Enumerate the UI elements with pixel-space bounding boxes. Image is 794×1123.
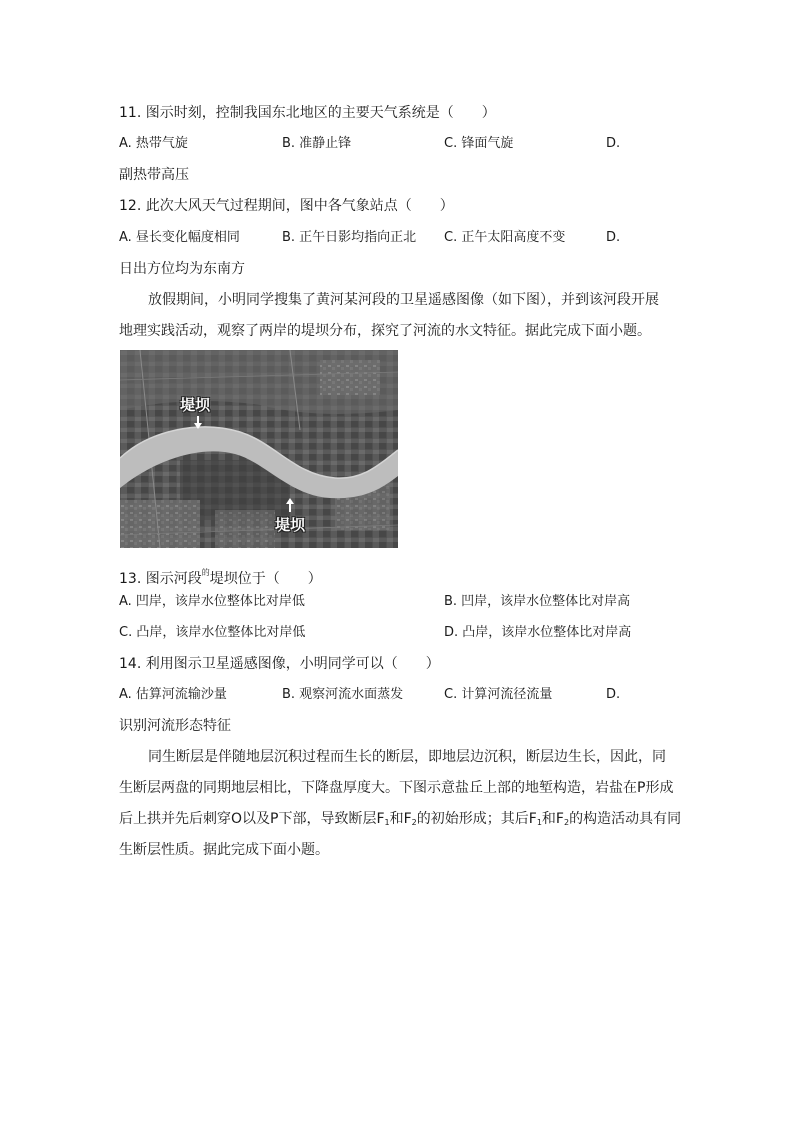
q14-option-d: D.	[606, 687, 621, 702]
intro3-sub-1: 1	[384, 818, 390, 827]
q14-stem: 14. 利用图示卫星遥感图像，小明同学可以（ ）	[119, 656, 440, 672]
intro3-line3-part-d: 和F	[541, 811, 564, 827]
intro2-line1: 放假期间，小明同学搜集了黄河某河段的卫星遥感图像（如下图），并到该河段开展	[148, 292, 659, 308]
q12-option-c: C. 正午太阳高度不变	[444, 230, 566, 245]
intro3-line3-part-a: 后上拱并先后刺穿O以及P下部，导致断层F	[119, 811, 385, 827]
q11-option-d: D.	[606, 136, 621, 151]
q11-option-c: C. 锋面气旋	[444, 136, 514, 151]
intro3-sub-2: 2	[411, 818, 417, 827]
q13-option-d: D. 凸岸，该岸水位整体比对岸高	[444, 625, 632, 640]
q12-stem: 12. 此次大风天气过程期间，图中各气象站点（ ）	[119, 198, 454, 214]
intro3-line3-part-c: 的初始形成；其后F	[416, 811, 537, 827]
q12-option-b: B. 正午日影均指向正北	[282, 230, 417, 245]
q11-option-d-text: 副热带高压	[119, 167, 189, 183]
intro3-sub-4: 2	[563, 818, 570, 827]
q11-stem: 11. 图示时刻，控制我国东北地区的主要天气系统是（ ）	[119, 105, 496, 121]
intro3-line3	[119, 810, 681, 832]
intro3-line1: 同生断层是伴随地层沉积过程而生长的断层，即地层边沉积，断层边生长，因此，同	[148, 749, 666, 765]
q13-option-c: C. 凸岸，该岸水位整体比对岸低	[119, 625, 306, 640]
satellite-image	[120, 350, 398, 548]
intro3-line3-part-e: 的构造活动具有同	[569, 811, 682, 827]
q13-stem-tiny: 的	[201, 568, 210, 577]
q12-option-d: D.	[606, 230, 621, 245]
q14-option-a: A. 估算河流输沙量	[119, 687, 227, 702]
q14-option-b: B. 观察河流水面蒸发	[282, 687, 404, 702]
q12-option-a: A. 昼长变化幅度相同	[119, 230, 240, 245]
q13-option-b: B. 凹岸，该岸水位整体比对岸高	[444, 594, 631, 609]
intro3-line4: 生断层性质。据此完成下面小题。	[119, 842, 329, 858]
intro3-sub-3: 1	[536, 818, 542, 827]
q13-stem	[119, 564, 322, 588]
intro3-line3-part-b: 和F	[389, 811, 412, 827]
intro3-line2: 生断层两盘的同期地层相比，下降盘厚度大。下图示意盐丘上部的地堑构造，岩盐在P形成	[119, 780, 674, 796]
q14-option-d-text: 识别河流形态特征	[119, 718, 231, 734]
q13-option-a: A. 凹岸，该岸水位整体比对岸低	[119, 594, 305, 609]
q11-option-a: A. 热带气旋	[119, 136, 188, 151]
dam-label-bottom: 堤坝	[275, 516, 306, 534]
satellite-texture	[120, 350, 398, 548]
q13-stem-part2: 堤坝位于（ ）	[209, 571, 322, 587]
q12-option-d-text: 日出方位均为东南方	[119, 261, 245, 277]
q11-option-b: B. 准静止锋	[282, 136, 352, 151]
intro2-line2: 地理实践活动，观察了两岸的堤坝分布，探究了河流的水文特征。据此完成下面小题。	[119, 323, 651, 339]
dam-label-top: 堤坝	[180, 396, 211, 414]
q13-stem-part1: 13. 图示河段	[119, 571, 202, 587]
q14-option-c: C. 计算河流径流量	[444, 687, 553, 702]
